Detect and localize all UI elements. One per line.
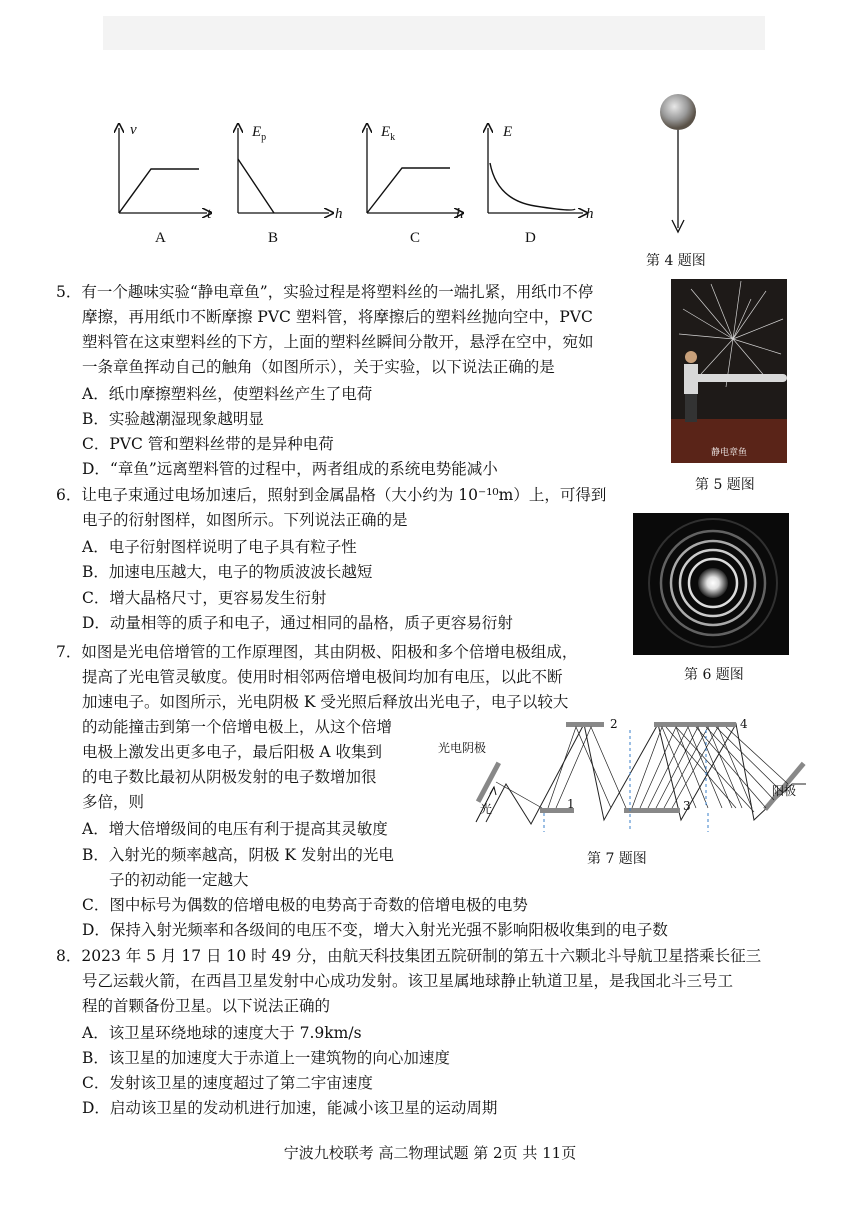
q7-option-a: A．增大倍增级间的电压有利于提高其灵敏度 — [82, 820, 388, 838]
q6-line: 6．让电子束通过电场加速后，照射到金属晶格（大小约为 10⁻¹⁰m）上，可得到 — [56, 486, 607, 504]
q6-option-b: B．加速电压越大，电子的物质波波长越短 — [82, 563, 373, 581]
q7-line: 多倍，则 — [82, 793, 145, 811]
graph-c-label: C — [410, 230, 421, 246]
graph-d-yaxis: E — [503, 124, 513, 140]
dynode-2-label: 2 — [610, 717, 618, 731]
graph-b-xaxis: h — [335, 206, 343, 222]
q5-option-b: B．实验越潮湿现象越明显 — [82, 410, 264, 428]
q5-line: 一条章鱼挥动自己的触角（如图所示），关于实验，以下说法正确的是 — [82, 358, 555, 376]
fig5-caption: 第 5 题图 — [695, 477, 755, 493]
q5-line: 塑料管在这束塑料丝的下方，上面的塑料丝瞬间分散开，悬浮在空中，宛如 — [82, 333, 594, 351]
fig7-caption: 第 7 题图 — [587, 851, 647, 867]
q5-line: 摩擦，再用纸巾不断摩擦 PVC 塑料管，将摩擦后的塑料丝抛向空中，PVC — [82, 308, 593, 326]
graph-b-label: B — [268, 230, 279, 246]
graph-a-label: A — [155, 230, 166, 246]
q5-option-c: C．PVC 管和塑料丝带的是异种电荷 — [82, 435, 334, 453]
q8-line: 程的首颗备份卫星。以下说法正确的 — [82, 997, 331, 1015]
q7-option-d: D．保持入射光频率和各级间的电压不变，增大入射光光强不影响阳极收集到的电子数 — [82, 921, 668, 939]
pvc-tube — [691, 374, 787, 382]
q8-line: 8．2023 年 5 月 17 日 10 时 49 分，由航天科技集团五院研制的第五十六颗北斗导航卫星搭乘长征三 — [56, 947, 762, 965]
graph-a-yaxis: v — [130, 122, 137, 138]
q7-line: 的电子数比最初从阴极发射的电子数增加很 — [82, 768, 377, 786]
q7-line: 提高了光电管灵敏度。使用时相邻两倍增电极间均加有电压，以此不断 — [82, 668, 563, 686]
q5-photo — [671, 279, 787, 463]
q7-light-label: 光 — [480, 802, 493, 816]
graph-d-label: D — [525, 230, 536, 246]
q8-line: 号乙运载火箭，在西昌卫星发射中心成功发射。该卫星属地球静止轨道卫星，是我国北斗三号工 — [82, 972, 734, 990]
fig6-caption: 第 6 题图 — [684, 667, 744, 683]
q6-option-a: A．电子衍射图样说明了电子具有粒子性 — [82, 538, 357, 556]
q7-option-b: B．入射光的频率越高，阴极 K 发射出的光电 — [82, 846, 394, 864]
graph-a-xaxis: t — [207, 206, 212, 222]
q4-graphs — [105, 118, 625, 253]
q6-option-d: D．动量相等的质子和电子，通过相同的晶格，质子更容易衍射 — [82, 614, 513, 632]
graph-c-xaxis: h — [456, 206, 464, 222]
fig4-caption: 第 4 题图 — [646, 253, 706, 269]
q5-photo-label: 静电章鱼 — [710, 448, 748, 458]
q7-option-c: C．图中标号为偶数的倍增电极的电势高于奇数的倍增电极的电势 — [82, 896, 528, 914]
dynode-1-label: 1 — [567, 797, 575, 811]
q8-option-a: A．该卫星环绕地球的速度大于 7.9km/s — [82, 1024, 362, 1042]
q6-diffraction-photo — [633, 513, 789, 655]
q7-anode-label: 阳极 — [772, 784, 797, 798]
q6-option-c: C．增大晶格尺寸，更容易发生衍射 — [82, 589, 327, 607]
header-band — [103, 16, 765, 50]
q7-cathode-label: 光电阴极 — [438, 741, 487, 755]
q5-option-d: D．“章鱼”远离塑料管的过程中，两者组成的系统电势能减小 — [82, 460, 498, 478]
q8-option-b: B．该卫星的加速度大于赤道上一建筑物的向心加速度 — [82, 1049, 450, 1067]
dynode-3-label: 3 — [683, 799, 691, 813]
graph-b-yaxis: $E_p$ — [252, 124, 267, 143]
q5-option-a: A．纸巾摩擦塑料丝，使塑料丝产生了电荷 — [82, 385, 373, 403]
dynode-4-label: 4 — [740, 717, 748, 731]
q7-line: 加速电子。如图所示，光电阴极 K 受光照后释放出光电子，电子以较大 — [82, 693, 569, 711]
graph-a — [119, 128, 207, 213]
graph-d-xaxis: h — [586, 206, 594, 222]
graph-c-yaxis: $E_k$ — [381, 124, 396, 143]
q7-line: 7．如图是光电倍增管的工作原理图，其由阴极、阳极和多个倍增电极组成， — [56, 643, 578, 661]
q8-option-d: D．启动该卫星的发动机进行加速，能减小该卫星的运动周期 — [82, 1099, 498, 1117]
q4-ball-figure — [652, 92, 702, 238]
q5-line: 5．有一个趣味实验“静电章鱼”，实验过程是将塑料丝的一端扎紧，用纸巾不停 — [56, 283, 594, 301]
q7-option-b-cont: 子的初动能一定越大 — [109, 871, 249, 889]
q8-option-c: C．发射该卫星的速度超过了第二宇宙速度 — [82, 1074, 373, 1092]
ball-icon — [660, 94, 696, 130]
q7-line: 的动能撞击到第一个倍增电极上，从这个倍增 — [82, 718, 393, 736]
q6-line: 电子的衍射图样，如图所示。下列说法正确的是 — [82, 511, 408, 529]
page-footer: 宁波九校联考 高二物理试题 第 2页 共 11页 — [283, 1144, 577, 1162]
q7-line: 电极上激发出更多电子，最后阳极 A 收集到 — [82, 743, 383, 761]
